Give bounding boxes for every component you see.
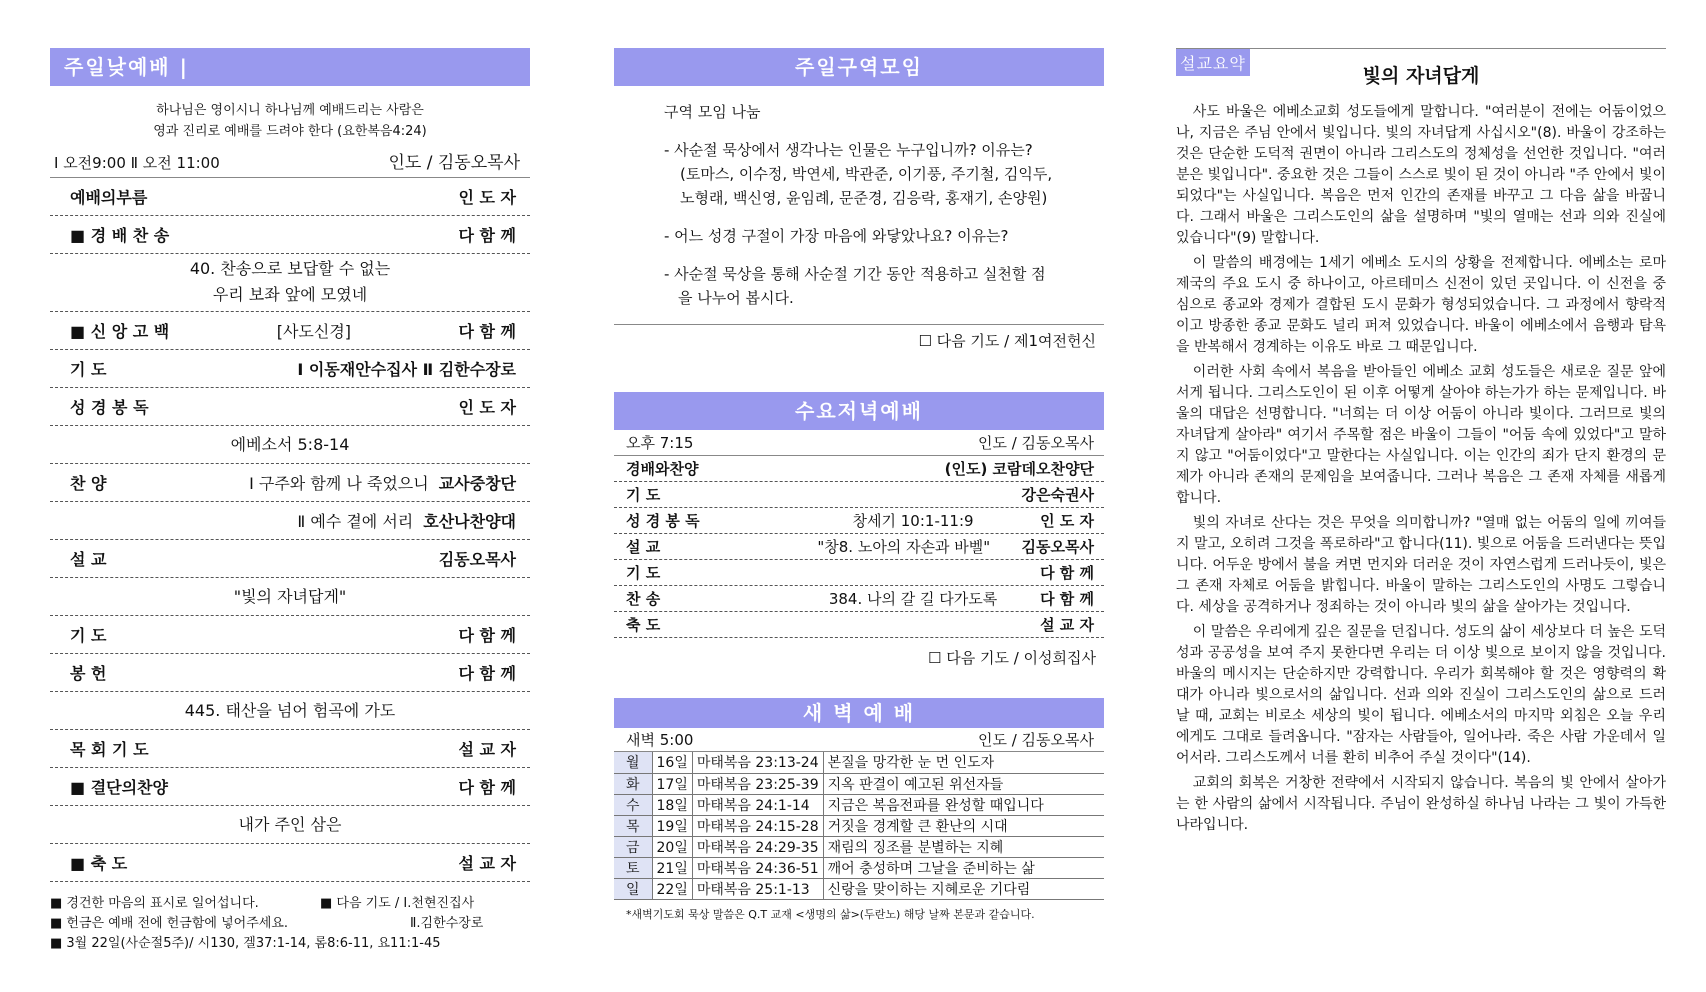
service-times: Ⅰ 오전9:00 Ⅱ 오전 11:00 xyxy=(54,154,220,172)
question-2: - 어느 성경 구절이 가장 마음에 와닿았나요? 이유는? xyxy=(664,227,1009,245)
dawn-date: 16일 xyxy=(652,752,692,773)
order-person: 다 함 께 xyxy=(458,626,516,645)
order-label: 목 회 기 도 xyxy=(70,740,149,759)
sunday-service-title: 주일낮예배 | xyxy=(50,48,530,86)
order-row xyxy=(50,540,530,578)
wed-label: 경배와찬양 xyxy=(626,460,699,478)
order-row xyxy=(50,616,530,654)
wednesday-time-row xyxy=(614,430,1104,456)
question-names: 노형래, 백신영, 윤임례, 문준경, 김응락, 홍재기, 손양원) xyxy=(680,189,1048,207)
wed-person: 설 교 자 xyxy=(1040,616,1094,634)
order-person: 교사중창단 xyxy=(438,474,516,493)
wednesday-leader: 인도 / 김동오목사 xyxy=(977,434,1094,452)
dawn-passage: 마태복음 23:13-24 xyxy=(692,752,823,773)
sermon-summary-badge: 설교요약 xyxy=(1176,49,1250,76)
order-label: 예배의부름 xyxy=(70,188,148,207)
footer-note: ■ 경건한 마음의 표시로 일어섭니다. xyxy=(50,896,259,911)
sermon-paragraph: 이 말씀은 우리에게 깊은 질문을 던집니다. 성도의 삶이 세상보다 더 높은 도덕성과 공공성을 보여 주지 못한다면 우리는 더 이상 빛으로 보이지 않을 것입니다. 바울의 메시지는 단순하지만 강력합니다. 우리가 회복해야 할 것은 영향력의 확대가 아니라 빛으로서의 삶입니다. 선과 의와 진실이 그리스도인의 삶으로 드러날 때, 교회는 비로소 세상의 빛이 됩니다. 에베소서의 마지막 외침은 오늘 우리에게도 그대로 들려옵니다. "잠자는 사람들아, 일어나라. 죽은 사람 가운데서 일어서라. 그리스도께서 너를 환히 비추어 주실 것이다"(14). xyxy=(1176,624,1666,766)
footer-line xyxy=(50,894,530,914)
dawn-service-title: 새 벽 예 배 xyxy=(614,698,1104,728)
group-next-prayer: ☐ 다음 기도 / 제1여전헌신 xyxy=(614,324,1104,354)
wed-detail: 창세기 10:1-11:9 xyxy=(852,512,974,530)
sermon-title: 빛의 자녀답게 xyxy=(1362,65,1480,87)
order-person: 다 함 께 xyxy=(458,778,516,797)
order-person: 설 교 자 xyxy=(458,740,516,759)
dawn-date: 22일 xyxy=(652,878,692,899)
order-row xyxy=(50,350,530,388)
dawn-date: 19일 xyxy=(652,815,692,836)
wednesday-time: 오후 7:15 xyxy=(626,434,694,452)
wed-label: 설 교 xyxy=(626,538,661,556)
wed-label: 기 도 xyxy=(626,564,661,582)
order-row xyxy=(50,730,530,768)
dawn-day: 화 xyxy=(614,773,652,794)
wed-row xyxy=(614,482,1104,508)
sermon-summary-column xyxy=(1176,48,1666,840)
hymn-line: 우리 보좌 앞에 모였네 xyxy=(212,285,368,304)
sunday-intro xyxy=(50,100,530,142)
wednesday-next-prayer: ☐ 다음 기도 / 이성희집사 xyxy=(928,649,1096,667)
order-person: 인 도 자 xyxy=(458,188,516,207)
order-label: ■ 축 도 xyxy=(70,854,128,873)
dawn-row xyxy=(614,836,1104,857)
sermon-paragraph: 이러한 사회 속에서 복음을 받아들인 에베소 교회 성도들은 새로운 질문 앞에 서게 됩니다. 그리스도인이 된 이후 어떻게 살아야 하는가가 하는 문제입니다. 바울의 대답은 선명합니다. "너희는 더 이상 어둠이 아니라 빛이다. 그러므로 빛의 자녀답게 살아라" 여기서 주목할 점은 바울이 그들이 "어둠 속에 있었다"고 말하지 않고 "어둠이었다"고 말한다는 사실입니다. 이는 인간의 죄가 단지 환경의 문제가 아니라 존재의 문제임을 보여줍니다. 그러나 복음은 그 존재 자체를 새롭게 합니다. xyxy=(1176,364,1667,506)
order-person: 다 함 께 xyxy=(458,226,516,245)
dawn-note: *새벽기도회 묵상 말씀은 Q.T 교재 <생명의 삶>(두란노) 해당 날짜 본문과 같습니다. xyxy=(626,907,1035,921)
order-row xyxy=(50,768,530,806)
wed-person: 김동오목사 xyxy=(1021,538,1094,556)
dawn-date: 18일 xyxy=(652,794,692,815)
wed-row xyxy=(614,560,1104,586)
dawn-day: 목 xyxy=(614,815,652,836)
dawn-passage: 마태복음 24:36-51 xyxy=(692,857,823,878)
dawn-day: 금 xyxy=(614,836,652,857)
order-person: 설 교 자 xyxy=(458,854,516,873)
order-row xyxy=(50,216,530,254)
order-label: 기 도 xyxy=(70,626,107,645)
footer-note: ■ 헌금은 예배 전에 헌금함에 넣어주세요. xyxy=(50,916,289,931)
dawn-day: 월 xyxy=(614,752,652,773)
scripture-reference: 에베소서 5:8-14 xyxy=(50,426,530,464)
order-person: 다 함 께 xyxy=(458,322,516,341)
footer-note: Ⅱ.김한수장로 xyxy=(410,916,484,931)
dawn-row xyxy=(614,815,1104,836)
dawn-row xyxy=(614,773,1104,794)
sunday-service-column xyxy=(50,48,530,954)
wed-person: 다 함 께 xyxy=(1040,564,1094,582)
dawn-day: 수 xyxy=(614,794,652,815)
question-text: 을 나누어 봅시다. xyxy=(678,289,794,307)
footer-line xyxy=(50,914,530,934)
order-label: ■ 신 앙 고 백 xyxy=(70,322,170,341)
order-row xyxy=(50,178,530,216)
dawn-schedule-table xyxy=(614,752,1104,900)
order-row xyxy=(50,388,530,426)
wednesday-service-title: 수요저녁예배 xyxy=(614,392,1104,430)
sermon-paragraph: 빛의 자녀로 산다는 것은 무엇을 의미합니까? "열매 없는 어둠의 일에 끼여들지 말고, 오히려 그것을 폭로하라"고 합니다(11). 빛으로 어둠을 드러낸다는 뜻입니다. 어두운 방에서 불을 켜면 먼지와 더러운 것이 자연스럽게 드러나듯이, 빛은 그 존재 자체로 어둠을 밝힙니다. 바울이 말하는 그리스도인의 사명도 그렇습니다. 세상을 공격하거나 정죄하는 것이 아니라 빛의 삶을 살아가는 것입니다. xyxy=(1176,515,1666,615)
dawn-row xyxy=(614,794,1104,815)
order-detail: [사도신경] xyxy=(276,322,352,341)
wed-person: 인 도 자 xyxy=(1040,512,1094,530)
dawn-topic: 재림의 징조를 분별하는 지혜 xyxy=(823,836,1104,857)
order-label: ■ 결단의찬양 xyxy=(70,778,168,797)
wed-row xyxy=(614,612,1104,638)
question-names: (토마스, 이수정, 박연세, 박관준, 이기풍, 주기철, 김익두, xyxy=(680,165,1053,183)
order-label: 설 교 xyxy=(70,550,107,569)
question-text: - 사순절 묵상을 통해 사순절 기간 동안 적용하고 실천할 점 xyxy=(664,265,1046,283)
order-detail: Ⅱ 예수 곁에 서리 xyxy=(297,512,414,531)
dawn-day: 일 xyxy=(614,878,652,899)
order-row xyxy=(50,502,530,540)
group-meeting-title: 주일구역모임 xyxy=(614,48,1104,86)
service-leader: 인도 / 김동오목사 xyxy=(388,153,520,173)
order-person: 호산나찬양대 xyxy=(423,512,516,531)
wed-row xyxy=(614,534,1104,560)
order-row xyxy=(50,654,530,692)
dawn-topic: 깨어 충성하며 그날을 준비하는 삶 xyxy=(823,857,1104,878)
dawn-time: 새벽 5:00 xyxy=(626,731,694,749)
wed-label: 기 도 xyxy=(626,486,661,504)
wed-person: (인도) 코람데오찬양단 xyxy=(944,460,1094,478)
question-3 xyxy=(664,262,1084,310)
wed-detail: "창8. 노아의 자손과 바벨" xyxy=(817,538,991,556)
dawn-topic: 지금은 복음전파를 완성할 때입니다 xyxy=(823,794,1104,815)
dawn-topic: 거짓을 경계할 큰 환난의 시대 xyxy=(823,815,1104,836)
dawn-row xyxy=(614,878,1104,899)
order-label: 성 경 봉 독 xyxy=(70,398,149,417)
group-questions xyxy=(614,138,1104,310)
intro-line: 영과 진리로 예배를 드려야 한다 (요한복음4:24) xyxy=(153,124,427,139)
dawn-row xyxy=(614,857,1104,878)
wed-row xyxy=(614,456,1104,482)
order-label: ■ 경 배 찬 송 xyxy=(70,226,170,245)
dawn-topic: 본질을 망각한 눈 먼 인도자 xyxy=(823,752,1104,773)
sunday-time-row xyxy=(50,148,530,178)
wed-label: 축 도 xyxy=(626,616,661,634)
decision-hymn: 내가 주인 삼은 xyxy=(50,806,530,844)
hymn-line: 40. 찬송으로 보답할 수 없는 xyxy=(189,259,391,278)
hymn-text xyxy=(50,254,530,312)
sermon-paragraph: 교회의 회복은 거창한 전략에서 시작되지 않습니다. 복음의 빛 안에서 살아가는 한 사람의 삶에서 시작됩니다. 주님이 완성하실 하나님 나라는 그 빛이 가득한 나라입니다. xyxy=(1176,775,1666,833)
sunday-footer xyxy=(50,894,530,954)
intro-line: 하나님은 영이시니 하나님께 예배드리는 사람은 xyxy=(156,103,424,118)
order-person: 김동오목사 xyxy=(438,550,516,569)
dawn-passage: 마태복음 25:1-13 xyxy=(692,878,823,899)
dawn-day: 토 xyxy=(614,857,652,878)
order-detail: Ⅰ 구주와 함께 나 죽었으니 xyxy=(249,474,429,493)
wed-row xyxy=(614,508,1104,534)
order-person: Ⅰ 이동재안수집사 Ⅱ 김한수장로 xyxy=(297,360,516,379)
dawn-time-row xyxy=(614,728,1104,752)
dawn-passage: 마태복음 24:29-35 xyxy=(692,836,823,857)
wed-label: 성 경 봉 독 xyxy=(626,512,700,530)
sermon-paragraph: 사도 바울은 에베소교회 성도들에게 말합니다. "여러분이 전에는 어둠이었으나, 지금은 주님 안에서 빛입니다. 빛의 자녀답게 사십시오"(8). 바울이 강조하는 것은 단순한 도덕적 권면이 아니라 그리스도의 정체성을 선언한 것입니다. "여러분은 빛입니다". 중요한 것은 그들이 스스로 빛이 된 것이 아니라 "주 안에서 빛이 되었다"는 사실입니다. 복음은 먼저 인간의 존재를 바꾸고 그 다음 삶을 바꿉니다. 그래서 바울은 그리스도인의 삶을 설명하며 "빛의 열매는 선과 의와 진실에 있습니다"(9) 말합니다. xyxy=(1176,104,1666,246)
dawn-passage: 마태복음 23:25-39 xyxy=(692,773,823,794)
dawn-row xyxy=(614,752,1104,773)
order-label: 봉 헌 xyxy=(70,664,107,683)
offering-hymn: 445. 태산을 넘어 험곡에 가도 xyxy=(50,692,530,730)
footer-note: ■ 다음 기도 / Ⅰ.천현진집사 xyxy=(320,896,475,911)
order-label: 기 도 xyxy=(70,360,107,379)
question-text: - 사순절 묵상에서 생각나는 인물은 누구입니까? 이유는? xyxy=(664,141,1033,159)
order-row xyxy=(50,844,530,882)
order-person: 다 함 께 xyxy=(458,664,516,683)
wed-detail: 384. 나의 갈 길 다가도록 xyxy=(828,590,998,608)
group-heading: 구역 모임 나눔 xyxy=(664,103,761,121)
order-person: 인 도 자 xyxy=(458,398,516,417)
wed-row xyxy=(614,586,1104,612)
dawn-topic: 지옥 판결이 예고된 위선자들 xyxy=(823,773,1104,794)
dawn-passage: 마태복음 24:15-28 xyxy=(692,815,823,836)
middle-column xyxy=(614,48,1104,922)
sermon-title-line: "빛의 자녀답게" xyxy=(50,578,530,616)
order-row xyxy=(50,464,530,502)
dawn-leader: 인도 / 김동오목사 xyxy=(977,731,1094,749)
sermon-body xyxy=(1176,102,1666,836)
dawn-passage: 마태복음 24:1-14 xyxy=(692,794,823,815)
question-1 xyxy=(664,138,1084,210)
dawn-date: 17일 xyxy=(652,773,692,794)
wed-person: 다 함 께 xyxy=(1040,590,1094,608)
wed-person: 강은숙권사 xyxy=(1021,486,1094,504)
order-row xyxy=(50,312,530,350)
order-label: 찬 양 xyxy=(70,474,107,493)
wed-label: 찬 송 xyxy=(626,590,661,608)
dawn-topic: 신랑을 맞이하는 지혜로운 기다림 xyxy=(823,878,1104,899)
sermon-paragraph: 이 말씀의 배경에는 1세기 에베소 도시의 상황을 전제합니다. 에베소는 로마 제국의 주요 도시 중 하나이고, 아르테미스 신전이 있던 곳입니다. 이 신전을 중심으로 종교와 경제가 결합된 도시 문화가 형성되었습니다. 그 과정에서 향락적이고 방종한 종교 문화도 널리 퍼져 있었습니다. 바울이 에베소에서 음행과 탐욕을 반복해서 경계하는 이유도 바로 그 때문입니다. xyxy=(1176,255,1666,355)
sermon-header xyxy=(1176,48,1666,92)
footer-lectionary: ■ 3월 22일(사순절5주)/ 시130, 겔37:1-14, 롬8:6-11, 요11:1-45 xyxy=(50,936,441,951)
dawn-date: 21일 xyxy=(652,857,692,878)
dawn-date: 20일 xyxy=(652,836,692,857)
